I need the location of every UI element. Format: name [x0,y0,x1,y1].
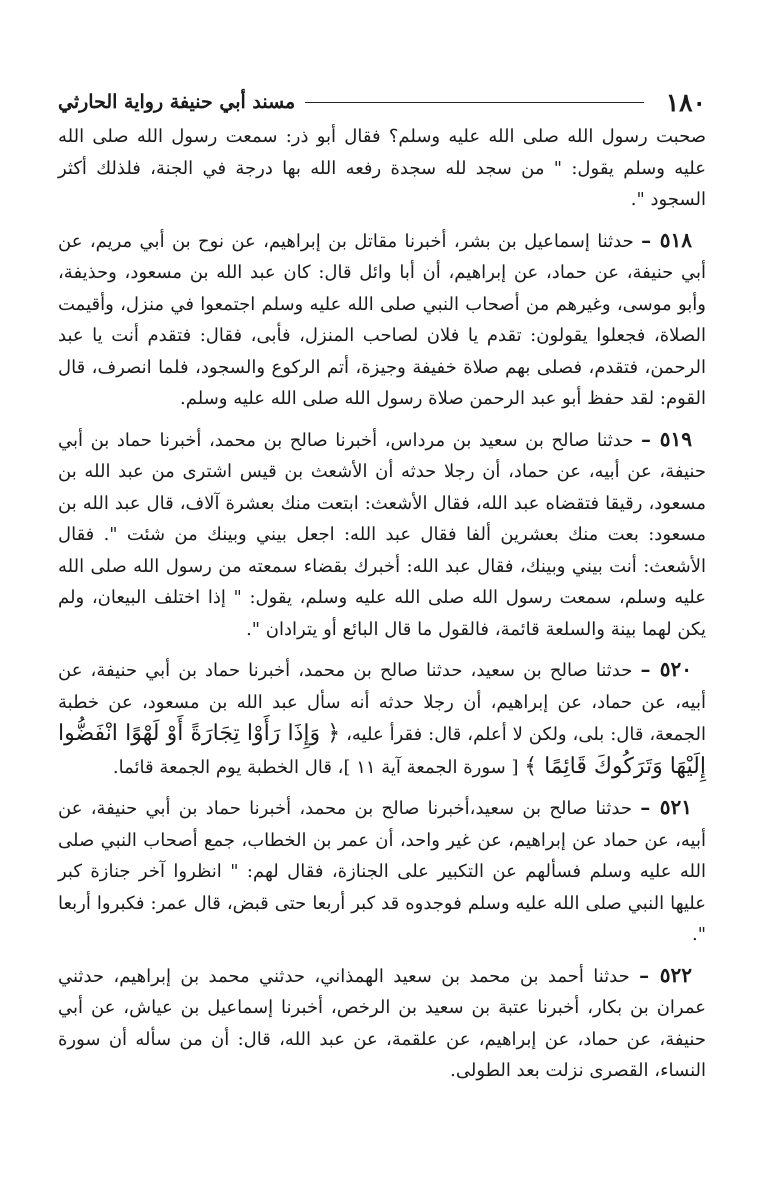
paragraph-text: حدثنا صالح بن سعيد بن مرداس، أخبرنا صالح بن محمد، أخبرنا حماد بن أبي حنيفة، عن أبيه، عن حماد، أن رجلا حدثه أن الأشعث بن قيس اشترى من عبد الله بن مسعود، رقيقا فتقضاه عبد الله، فقال الأشعث: ابتعت منك بعشرة آلاف، قال عبد الله بن مسعود: بعت منك بعشرين ألفا فقال عبد الله: اجعل بيني وبينك من شئت ". فقال الأشعث: أنت بيني وبينك، فقال عبد الله: أخبرك بقضاء سمعته من رسول الله صلى الله عليه وسلم، سمعت رسول الله صلى الله عليه وسلم، يقول: " إذا اختلف البيعان، ولم يكن لهما بينة والسلعة قائمة، فالقول ما قال البائع أو يترادان ". [58,429,706,640]
header-rule [305,102,643,103]
paragraph-text: حدثنا أحمد بن محمد بن سعيد الهمذاني، حدثني محمد بن إبراهيم، حدثني عمران بن بكار، أخبرنا عتبة بن سعيد بن الرخص، أخبرنا إسماعيل بن عياش، عن أبي حنيفة، عن حماد، عن إبراهيم، عن علقمة، عن عبد الله، قال: أن من سأله أن سورة النساء، القصرى نزلت بعد الطولى. [58,965,706,1081]
paragraph-text-after: [ سورة الجمعة آية ١١ ]، قال الخطبة يوم الجمعة قائما. [112,756,519,778]
page-header [58,84,706,120]
hadith-521 [58,792,706,951]
paragraph-text: صحبت رسول الله صلى الله عليه وسلم؟ فقال أبو ذر: سمعت رسول الله صلى الله عليه وسلم يقول: " من سجد لله سجدة رفعه الله بها درجة في الجنة، فلذلك أكثر السجود ". [58,126,706,210]
hadith-number: ٥١٩ – [640,426,693,451]
hadith-number: ٥٢١ – [640,795,693,819]
hadith-number: ٥١٨ – [641,227,692,252]
hadith-number: ٥٢٠ – [640,657,692,681]
paragraph-text: حدثنا إسماعيل بن بشر، أخبرنا مقاتل بن إبراهيم، عن نوح بن أبي مريم، عن أبي حنيفة، عن حماد، عن إبراهيم، أن أبا وائل قال: كان عبد الله بن مسعود، وحذيفة، وأبو موسى، وغيرهم من أصحاب النبي صلى الله عليه وسلم اجتمعوا في منزل، وأقيمت الصلاة، فجعلوا يقولون: تقدم يا فلان لصاحب المنزل، فأبى، فقال: فتقدم أنت يا عبد الرحمن، فتقدم، فصلى بهم صلاة خفيفة وجيزة، أتم الركوع والسجود، فلما انصرف، قال القوم: لقد حفظ أبو عبد الرحمن صلاة رسول الله صلى الله عليه وسلم. [58,230,706,409]
page-number: ١٨٠ [665,87,706,117]
paragraph-continuation [58,121,706,216]
running-title: مسند أبي حنيفة رواية الحارثي [58,91,296,113]
hadith-number: ٥٢٢ – [639,962,692,987]
quran-verse: ﴿ وَإِذَا رَأَوْا تِجَارَةً أَوْ لَهْوًا انْفَضُّوا إِلَيْهَا وَتَرَكُوكَ قَائِمًا ﴾ [58,721,706,779]
hadith-522 [58,960,706,1087]
paragraph-text: حدثنا صالح بن سعيد،أخبرنا صالح بن محمد، أخبرنا حماد بن أبي حنيفة، عن أبيه، عن حماد عن إبراهيم، عن غير واحد، أن عمر بن الخطاب، جمع أصحاب النبي صلى الله عليه وسلم فسألهم عن التكبير على الجنازة، فقال لهم: " انظروا آخر جنازة كبر عليها النبي صلى الله عليه وسلم فوجدوه قد كبر أربعا حتى قبض، قال عمر: فكبروا أربعا ". [58,798,706,945]
hadith-520 [58,654,706,783]
hadith-519 [58,424,706,646]
page-body [58,121,706,1096]
hadith-518 [58,225,706,415]
paragraph-text: حدثنا صالح بن سعيد، حدثنا صالح بن محمد، أخبرنا حماد بن أبي حنيفة، عن أبيه، عن حماد، عن إبراهيم، أن رجلا حدثه أنه سأل عبد الله بن مسعود، عن خطبة الجمعة، قال: بلى، ولكن لا أعلم، قال: فقرأ عليه، [58,660,706,745]
